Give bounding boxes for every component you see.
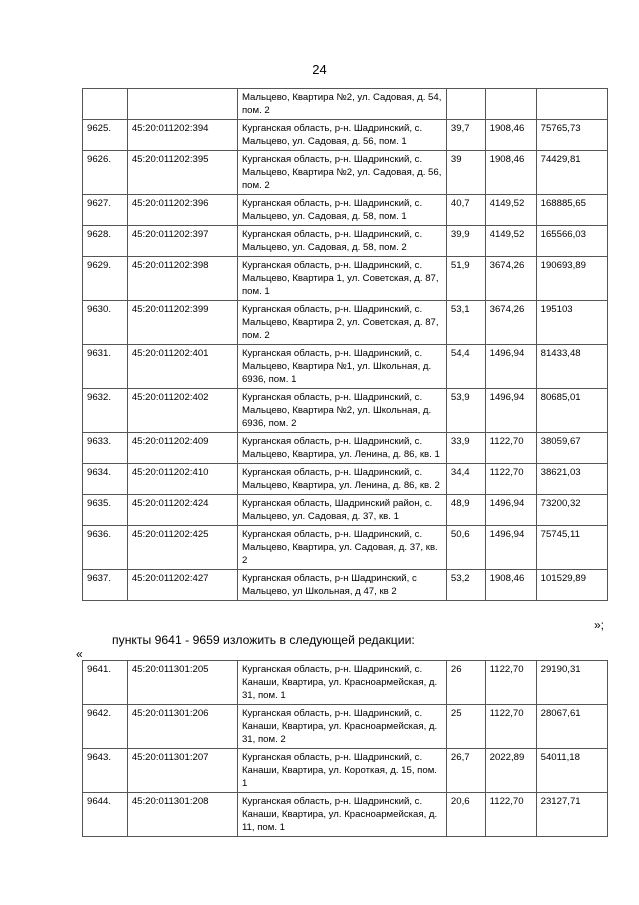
row-number-cell: 9629. bbox=[83, 257, 128, 301]
row-number-cell: 9642. bbox=[83, 705, 128, 749]
area-cell: 26,7 bbox=[446, 749, 485, 793]
cadastral-value-cell: 75745,11 bbox=[536, 526, 607, 570]
address-cell: Курганская область, р-н. Шадринский, с. Мальцево, Квартира, ул. Ленина, д. 86, кв. 1 bbox=[237, 433, 446, 464]
row-number-cell: 9637. bbox=[83, 570, 128, 601]
cadastral-value-cell: 75765,73 bbox=[536, 120, 607, 151]
cadastral-number-cell: 45:20:011301:207 bbox=[127, 749, 237, 793]
area-cell: 25 bbox=[446, 705, 485, 749]
address-cell: Курганская область, Шадринский район, с. Мальцево, ул. Садовая, д. 37, кв. 1 bbox=[237, 495, 446, 526]
row-number-cell: 9632. bbox=[83, 389, 128, 433]
cadastral-number-cell: 45:20:011202:395 bbox=[127, 151, 237, 195]
area-cell: 39,7 bbox=[446, 120, 485, 151]
row-number-cell: 9644. bbox=[83, 793, 128, 837]
table-row bbox=[83, 464, 608, 495]
area-cell: 48,9 bbox=[446, 495, 485, 526]
row-number-cell: 9636. bbox=[83, 526, 128, 570]
address-cell: Курганская область, р-н. Шадринский, с. Мальцево, Квартира №2, ул. Школьная, д. 6936, пом. 2 bbox=[237, 389, 446, 433]
address-cell: Курганская область, р-н. Шадринский, с. Мальцево, ул. Садовая, д. 58, пом. 1 bbox=[237, 195, 446, 226]
row-number-cell: 9643. bbox=[83, 749, 128, 793]
table-row bbox=[83, 705, 608, 749]
table-row bbox=[83, 570, 608, 601]
unit-value-cell: 1122,70 bbox=[485, 793, 536, 837]
table-row bbox=[83, 89, 608, 120]
unit-value-cell: 4149,52 bbox=[485, 226, 536, 257]
row-number-cell: 9625. bbox=[83, 120, 128, 151]
address-cell: Курганская область, р-н. Шадринский, с. Мальцево, Квартира №2, ул. Садовая, д. 56, пом. 2 bbox=[237, 151, 446, 195]
row-number-cell: 9626. bbox=[83, 151, 128, 195]
page-number: 24 bbox=[312, 62, 327, 77]
table-row bbox=[83, 495, 608, 526]
address-cell: Курганская область, р-н. Шадринский, с. Канаши, Квартира, ул. Красноармейская, д. 31, пом. 1 bbox=[237, 661, 446, 705]
unit-value-cell: 1908,46 bbox=[485, 570, 536, 601]
address-cell: Курганская область, р-н. Шадринский, с. Канаши, Квартира, ул. Красноармейская, д. 31, пом. 2 bbox=[237, 705, 446, 749]
cadastral-value-cell: 28067,61 bbox=[536, 705, 607, 749]
unit-value-cell: 2022,89 bbox=[485, 749, 536, 793]
property-table-top bbox=[82, 88, 608, 601]
cadastral-number-cell: 45:20:011301:206 bbox=[127, 705, 237, 749]
row-number-cell: 9634. bbox=[83, 464, 128, 495]
address-cell: Курганская область, р-н. Шадринский, с. Мальцево, Квартира, ул. Ленина, д. 86, кв. 2 bbox=[237, 464, 446, 495]
row-number-cell: 9635. bbox=[83, 495, 128, 526]
cadastral-value-cell: 38059,67 bbox=[536, 433, 607, 464]
area-cell: 50,6 bbox=[446, 526, 485, 570]
table-row bbox=[83, 389, 608, 433]
cadastral-value-cell: 80685,01 bbox=[536, 389, 607, 433]
table-bottom-body bbox=[83, 661, 608, 837]
cadastral-value-cell: 29190,31 bbox=[536, 661, 607, 705]
table-row bbox=[83, 151, 608, 195]
address-cell: Курганская область, р-н. Шадринский, с. Канаши, Квартира, ул. Красноармейская, д. 11, пом. 1 bbox=[237, 793, 446, 837]
closing-quote-mark: »; bbox=[594, 618, 605, 632]
unit-value-cell: 1908,46 bbox=[485, 120, 536, 151]
cadastral-number-cell: 45:20:011202:425 bbox=[127, 526, 237, 570]
cadastral-number-cell: 45:20:011202:396 bbox=[127, 195, 237, 226]
area-cell: 53,1 bbox=[446, 301, 485, 345]
cadastral-value-cell: 23127,71 bbox=[536, 793, 607, 837]
address-cell: Курганская область, р-н. Шадринский, с. Мальцево, Квартира, ул. Садовая, д. 37, кв. 2 bbox=[237, 526, 446, 570]
unit-value-cell: 1908,46 bbox=[485, 151, 536, 195]
table-top-body bbox=[83, 89, 608, 601]
address-cell: Курганская область, р-н. Шадринский, с. Мальцево, ул. Садовая, д. 56, пом. 1 bbox=[237, 120, 446, 151]
cadastral-number-cell bbox=[127, 89, 237, 120]
area-cell: 54,4 bbox=[446, 345, 485, 389]
unit-value-cell: 1496,94 bbox=[485, 389, 536, 433]
table-row bbox=[83, 301, 608, 345]
area-cell bbox=[446, 89, 485, 120]
cadastral-value-cell: 195103 bbox=[536, 301, 607, 345]
cadastral-number-cell: 45:20:011202:394 bbox=[127, 120, 237, 151]
row-number-cell: 9633. bbox=[83, 433, 128, 464]
address-cell: Курганская область, р-н Шадринский, с Мальцево, ул Школьная, д 47, кв 2 bbox=[237, 570, 446, 601]
cadastral-number-cell: 45:20:011202:424 bbox=[127, 495, 237, 526]
cadastral-value-cell: 73200,32 bbox=[536, 495, 607, 526]
table-row bbox=[83, 793, 608, 837]
area-cell: 53,9 bbox=[446, 389, 485, 433]
address-cell: Мальцево, Квартира №2, ул. Садовая, д. 54, пом. 2 bbox=[237, 89, 446, 120]
cadastral-value-cell: 74429,81 bbox=[536, 151, 607, 195]
table-row bbox=[83, 226, 608, 257]
unit-value-cell: 1496,94 bbox=[485, 345, 536, 389]
area-cell: 20,6 bbox=[446, 793, 485, 837]
area-cell: 53,2 bbox=[446, 570, 485, 601]
unit-value-cell: 1496,94 bbox=[485, 495, 536, 526]
cadastral-value-cell: 168885,65 bbox=[536, 195, 607, 226]
cadastral-number-cell: 45:20:011301:208 bbox=[127, 793, 237, 837]
cadastral-value-cell: 165566,03 bbox=[536, 226, 607, 257]
row-number-cell: 9628. bbox=[83, 226, 128, 257]
area-cell: 51,9 bbox=[446, 257, 485, 301]
unit-value-cell: 3674,26 bbox=[485, 301, 536, 345]
unit-value-cell: 1122,70 bbox=[485, 661, 536, 705]
cadastral-number-cell: 45:20:011202:398 bbox=[127, 257, 237, 301]
address-cell: Курганская область, р-н. Шадринский, с. Мальцево, Квартира 1, ул. Советская, д. 87, пом. 1 bbox=[237, 257, 446, 301]
row-number-cell: 9631. bbox=[83, 345, 128, 389]
table-row bbox=[83, 120, 608, 151]
area-cell: 34,4 bbox=[446, 464, 485, 495]
opening-quote-mark: « bbox=[76, 647, 83, 661]
cadastral-number-cell: 45:20:011202:427 bbox=[127, 570, 237, 601]
table-row bbox=[83, 195, 608, 226]
unit-value-cell: 1122,70 bbox=[485, 433, 536, 464]
cadastral-value-cell: 81433,48 bbox=[536, 345, 607, 389]
cadastral-number-cell: 45:20:011301:205 bbox=[127, 661, 237, 705]
unit-value-cell: 1496,94 bbox=[485, 526, 536, 570]
cadastral-value-cell: 190693,89 bbox=[536, 257, 607, 301]
cadastral-number-cell: 45:20:011202:402 bbox=[127, 389, 237, 433]
area-cell: 26 bbox=[446, 661, 485, 705]
unit-value-cell bbox=[485, 89, 536, 120]
table-row bbox=[83, 433, 608, 464]
unit-value-cell: 1122,70 bbox=[485, 705, 536, 749]
cadastral-value-cell: 101529,89 bbox=[536, 570, 607, 601]
row-number-cell: 9630. bbox=[83, 301, 128, 345]
table-row bbox=[83, 749, 608, 793]
table-row bbox=[83, 345, 608, 389]
unit-value-cell: 4149,52 bbox=[485, 195, 536, 226]
property-table-bottom bbox=[82, 660, 608, 837]
cadastral-number-cell: 45:20:011202:399 bbox=[127, 301, 237, 345]
area-cell: 40,7 bbox=[446, 195, 485, 226]
address-cell: Курганская область, р-н. Шадринский, с. Мальцево, Квартира №1, ул. Школьная, д. 6936, пом. 1 bbox=[237, 345, 446, 389]
area-cell: 39,9 bbox=[446, 226, 485, 257]
area-cell: 33,9 bbox=[446, 433, 485, 464]
row-number-cell: 9627. bbox=[83, 195, 128, 226]
cadastral-number-cell: 45:20:011202:409 bbox=[127, 433, 237, 464]
table-row bbox=[83, 661, 608, 705]
unit-value-cell: 1122,70 bbox=[485, 464, 536, 495]
cadastral-value-cell: 54011,18 bbox=[536, 749, 607, 793]
area-cell: 39 bbox=[446, 151, 485, 195]
unit-value-cell: 3674,26 bbox=[485, 257, 536, 301]
row-number-cell: 9641. bbox=[83, 661, 128, 705]
cadastral-value-cell bbox=[536, 89, 607, 120]
cadastral-number-cell: 45:20:011202:397 bbox=[127, 226, 237, 257]
address-cell: Курганская область, р-н. Шадринский, с. Мальцево, Квартира 2, ул. Советская, д. 87, пом. 2 bbox=[237, 301, 446, 345]
address-cell: Курганская область, р-н. Шадринский, с. Мальцево, ул. Садовая, д. 58, пом. 2 bbox=[237, 226, 446, 257]
table-row bbox=[83, 526, 608, 570]
cadastral-value-cell: 38621,03 bbox=[536, 464, 607, 495]
table-row bbox=[83, 257, 608, 301]
address-cell: Курганская область, р-н. Шадринский, с. Канаши, Квартира, ул. Короткая, д. 15, пом. 1 bbox=[237, 749, 446, 793]
row-number-cell bbox=[83, 89, 128, 120]
cadastral-number-cell: 45:20:011202:401 bbox=[127, 345, 237, 389]
amendment-instruction: пункты 9641 - 9659 изложить в следующей редакции: bbox=[112, 633, 415, 647]
cadastral-number-cell: 45:20:011202:410 bbox=[127, 464, 237, 495]
